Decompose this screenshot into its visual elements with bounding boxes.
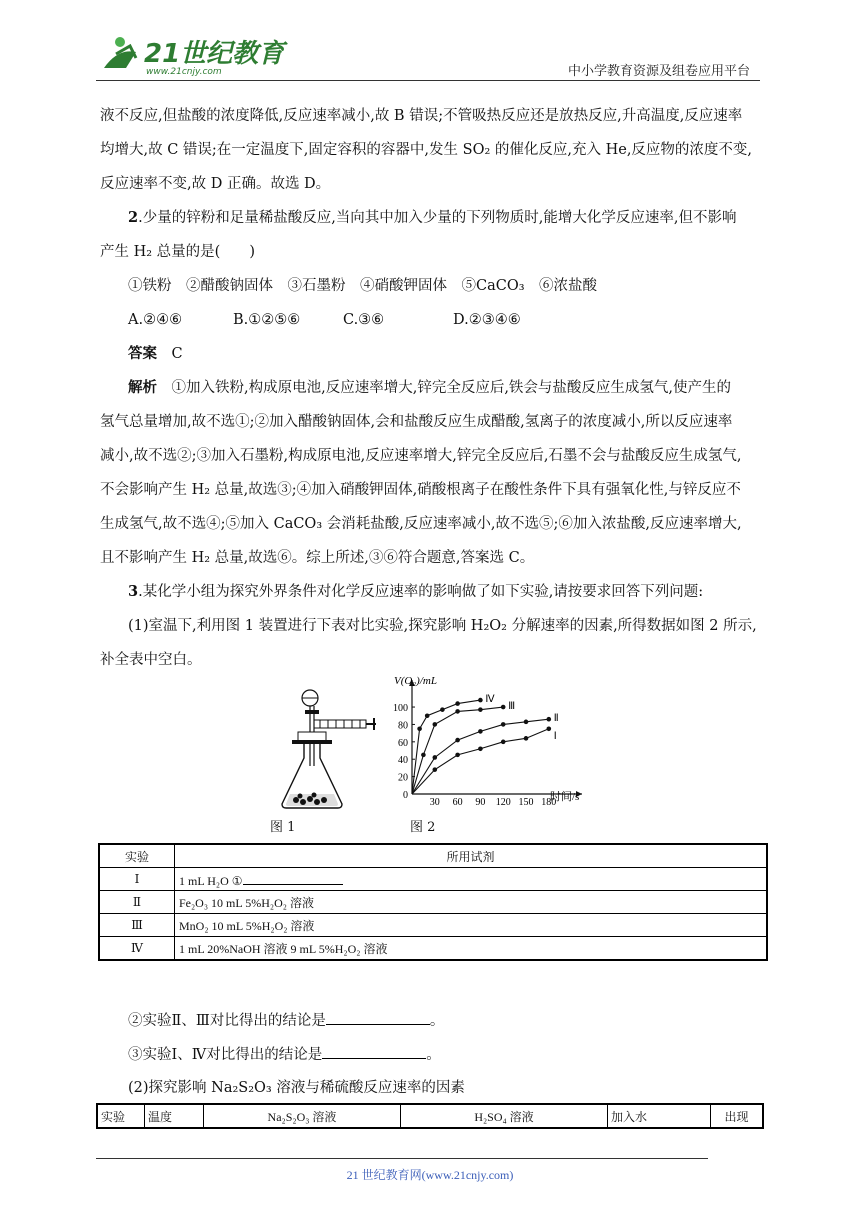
question-2-stem: 2.少量的锌粉和足量稀盐酸反应,当向其中加入少量的下列物质时,能增大化学反应速率,但不影响 (128, 209, 737, 226)
y-tick-label: 60 (398, 737, 408, 749)
data-point (433, 722, 438, 727)
answer-label: 答案 (128, 345, 157, 362)
header-divider (96, 80, 760, 81)
option-b: B.①②⑤⑥ (233, 312, 301, 328)
analysis-line: 不会影响产生 H₂ 总量,故选③;④加入硝酸钾固体,硝酸根离子在酸性条件下具有强氧化性,与锌反应不 (100, 482, 741, 498)
table-cell: Ⅳ (99, 937, 175, 961)
data-point (524, 720, 529, 725)
footer-text: 21 世纪教育网(www.21cnjy.com) (346, 1168, 514, 1182)
data-point (501, 705, 506, 710)
figure-2-label: 图 2 (410, 820, 436, 835)
table-header-cell: 出现 (711, 1104, 764, 1128)
answer-line (128, 344, 183, 364)
analysis-label: 解析 (128, 379, 157, 396)
footer-divider (96, 1158, 708, 1159)
question-2-options (128, 310, 521, 330)
option-a: A.②④⑥ (128, 312, 183, 328)
table-row (99, 891, 767, 914)
table-header-cell: Na₂S₂O₃ 溶液 (204, 1104, 401, 1128)
table-header-cell: 所用试剂 (175, 844, 768, 868)
text-line: 反应速率不变,故 D 正确。故选 D。 (100, 176, 331, 192)
question-3-part2: (2)探究影响 Na₂S₂O₃ 溶液与稀硫酸反应速率的因素 (128, 1080, 465, 1096)
x-tick-label: 150 (518, 797, 534, 808)
table-cell: Fe₂O₃ 10 mL 5%H₂O₂ 溶液 (175, 891, 768, 914)
question-2-items: ①铁粉 ②醋酸钠固体 ③石墨粉 ④硝酸钾固体 ⑤CaCO₃ ⑥浓盐酸 (128, 278, 598, 294)
data-point (501, 740, 506, 745)
question-3-sub3: ③实验Ⅰ、Ⅳ对比得出的结论是 。 (128, 1044, 441, 1065)
table-header-row (97, 1104, 763, 1128)
answer-blank (326, 1010, 430, 1025)
table-cell: Ⅲ (99, 914, 175, 937)
y-tick-label: 80 (398, 720, 408, 732)
question-3-part1: (1)室温下,利用图 1 装置进行下表对比实验,探究影响 H₂O₂ 分解速率的因素,所得数据如图 2 所示, (128, 618, 757, 634)
data-point (478, 746, 483, 751)
question-3-part1-cont: 补全表中空白。 (100, 652, 202, 668)
data-point (433, 767, 438, 772)
data-point (455, 753, 460, 758)
x-tick-label: 30 (429, 797, 440, 808)
series-label: Ⅱ (553, 713, 559, 725)
table-row (99, 914, 767, 937)
data-point (478, 698, 483, 703)
question-3-stem: 3.某化学小组为探究外界条件对化学反应速率的影响做了如下实验,请按要求回答下列问题: (128, 583, 704, 600)
x-tick-label: 90 (475, 797, 486, 808)
y-tick-label: 100 (393, 703, 408, 715)
analysis-line: 减小,故不选②;③加入石墨粉,构成原电池,反应速率增大,锌完全反应后,石墨不会与盐酸反应生成氢气, (100, 448, 742, 464)
table-cell: MnO₂ 10 mL 5%H₂O₂ 溶液 (175, 914, 768, 937)
option-d: D.②③④⑥ (453, 312, 521, 328)
x-tick-label: 120 (495, 797, 511, 808)
table-header-row (99, 844, 767, 868)
x-tick-label: 60 (452, 797, 463, 808)
site-logo (96, 28, 285, 80)
chart-ylabel: V(O₂)/mL (394, 675, 437, 687)
data-point (417, 726, 422, 731)
table-header-cell: 实验 (99, 844, 175, 868)
chart-xlabel: 时间/s (550, 791, 580, 803)
data-point (455, 701, 460, 706)
table-header-cell: 温度 (145, 1104, 204, 1128)
experiment-table-2 (96, 1103, 764, 1129)
data-point (455, 738, 460, 743)
svg-text:www.21cnjy.com: www.21cnjy.com (146, 67, 222, 77)
answer-blank (322, 1044, 426, 1059)
data-point (478, 707, 483, 712)
header-platform-name: 中小学教育资源及组卷应用平台 (568, 64, 751, 79)
table-row (99, 868, 767, 891)
y-tick-label: 20 (398, 772, 408, 784)
analysis-line: 解析 ①加入铁粉,构成原电池,反应速率增大,锌完全反应后,铁会与盐酸反应生成氢气,使产生的 (128, 379, 732, 396)
series-line-Ⅲ (412, 707, 503, 794)
svg-text:21世纪教育: 21世纪教育 (144, 39, 285, 69)
analysis-line: 且不影响产生 H₂ 总量,故选⑥。综上所述,③⑥符合题意,答案选 C。 (100, 550, 535, 566)
series-line-Ⅳ (412, 700, 480, 794)
series-label: Ⅳ (485, 694, 495, 706)
series-label: Ⅰ (553, 730, 557, 742)
option-c: C.③⑥ (343, 312, 385, 328)
x-tick-label: 180 (541, 797, 557, 808)
answer-blank (243, 870, 343, 885)
y-tick-label: 40 (398, 755, 408, 767)
data-point (547, 717, 552, 722)
figure-1-label: 图 1 (270, 820, 296, 835)
text-line: 液不反应,但盐酸的浓度降低,反应速率减小,故 B 错误;不管吸热反应还是放热反应,升高温度,反应速率 (100, 108, 743, 124)
data-point (501, 722, 506, 727)
data-point (433, 755, 438, 760)
table-header-cell: 实验 (97, 1104, 145, 1128)
y-tick-label: 0 (403, 790, 408, 801)
series-label: Ⅲ (508, 701, 516, 713)
table-cell: Ⅰ (99, 868, 175, 891)
data-point (455, 709, 460, 714)
analysis-line: 氢气总量增加,故不选①;②加入醋酸钠固体,会和盐酸反应生成醋酸,氢离子的浓度减小,所以反应速率 (100, 414, 733, 430)
experiment-table (98, 843, 768, 961)
question-3-sub2: ②实验Ⅱ、Ⅲ对比得出的结论是 。 (128, 1010, 444, 1031)
data-point (478, 729, 483, 734)
answer-value: C (171, 346, 183, 362)
table-row (99, 937, 767, 961)
text-line: 均增大,故 C 错误;在一定温度下,固定容积的容器中,发生 SO₂ 的催化反应,充入 He,反应物的浓度不变, (100, 142, 753, 158)
data-point (547, 726, 552, 731)
question-2-stem-cont: 产生 H₂ 总量的是( ) (100, 244, 255, 260)
table-cell: Ⅱ (99, 891, 175, 914)
table-header-cell: H₂SO₄ 溶液 (401, 1104, 608, 1128)
chart-series (412, 694, 559, 794)
data-point (524, 736, 529, 741)
figure-2-chart (364, 672, 594, 812)
analysis-line: 生成氢气,故不选④;⑤加入 CaCO₃ 会消耗盐酸,反应速率减小,故不选⑤;⑥加入浓盐酸,反应速率增大, (100, 516, 742, 532)
data-point (440, 707, 445, 712)
table-header-cell: 加入水 (608, 1104, 711, 1128)
data-point (421, 753, 426, 758)
table-cell: 1 mL 20%NaOH 溶液 9 mL 5%H₂O₂ 溶液 (175, 937, 768, 961)
data-point (425, 713, 430, 718)
table-cell: 1 mL H₂O ① (175, 868, 768, 891)
